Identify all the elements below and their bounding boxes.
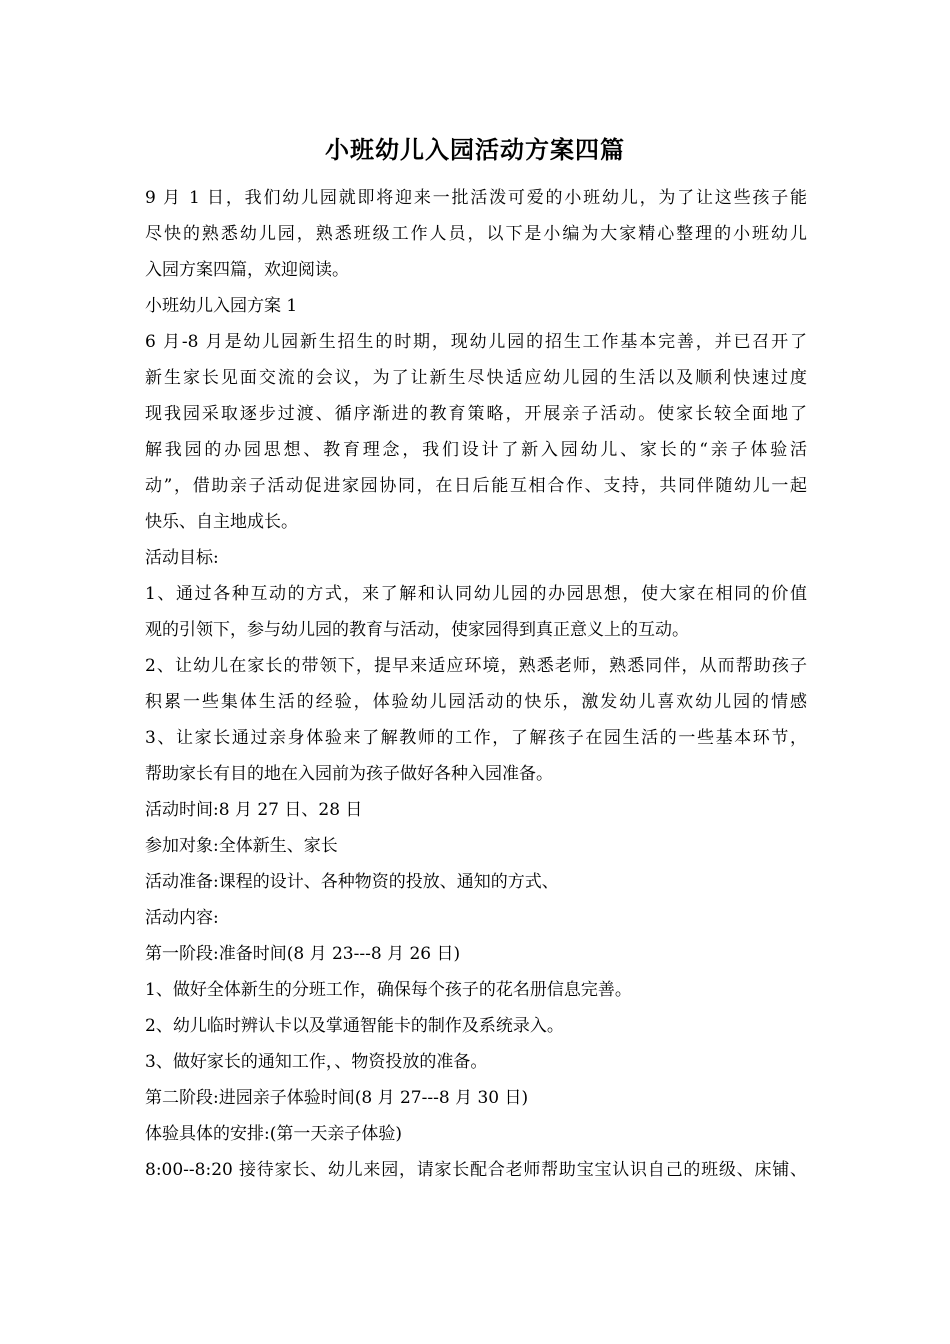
paragraph-line: 尽快的熟悉幼儿园，熟悉班级工作人员，以下是小编为大家精心整理的小班幼儿 xyxy=(145,224,807,244)
section-heading: 小班幼儿入园方案 1 xyxy=(145,296,298,316)
paragraph-line: 活动时间:8 月 27 日、28 日 xyxy=(145,800,363,820)
paragraph-line: 2、让幼儿在家长的带领下，提早来适应环境，熟悉老师，熟悉同伴，从而帮助孩子 xyxy=(145,656,807,676)
paragraph-line: 3、做好家长的通知工作，、物资投放的准备。 xyxy=(145,1052,488,1072)
paragraph-line: 8:00--8:20 接待家长、幼儿来园，请家长配合老师帮助宝宝认识自己的班级、床铺、 xyxy=(145,1160,807,1180)
paragraph-line: 2、幼儿临时辨认卡以及掌通智能卡的制作及系统录入。 xyxy=(145,1016,564,1036)
paragraph-line: 6 月-8 月是幼儿园新生招生的时期，现幼儿园的招生工作基本完善，并已召开了 xyxy=(145,332,807,352)
paragraph-line: 帮助家长有目的地在入园前为孩子做好各种入园准备。 xyxy=(145,764,553,784)
paragraph-line: 第二阶段:进园亲子体验时间(8 月 27---8 月 30 日) xyxy=(145,1088,529,1108)
paragraph-line: 参加对象:全体新生、家长 xyxy=(145,836,338,856)
paragraph-line: 解我园的办园思想、教育理念，我们设计了新入园幼儿、家长的“亲子体验活 xyxy=(145,440,807,460)
paragraph-line: 3、让家长通过亲身体验来了解教师的工作，了解孩子在园生活的一些基本环节， xyxy=(145,728,807,748)
paragraph-line: 积累一些集体生活的经验，体验幼儿园活动的快乐，激发幼儿喜欢幼儿园的情感 xyxy=(145,692,807,712)
paragraph-line: 1、做好全体新生的分班工作，确保每个孩子的花名册信息完善。 xyxy=(145,980,632,1000)
document-title: 小班幼儿入园活动方案四篇 xyxy=(325,135,625,164)
paragraph-line: 现我园采取逐步过渡、循序渐进的教育策略，开展亲子活动。使家长较全面地了 xyxy=(145,404,807,424)
paragraph-line: 体验具体的安排:(第一天亲子体验) xyxy=(145,1124,402,1144)
section-heading: 活动内容: xyxy=(145,908,219,928)
paragraph-line: 新生家长见面交流的会议，为了让新生尽快适应幼儿园的生活以及顺利快速过度 xyxy=(145,368,807,388)
paragraph-line: 9 月 1 日，我们幼儿园就即将迎来一批活泼可爱的小班幼儿，为了让这些孩子能 xyxy=(145,188,807,208)
paragraph-line: 快乐、自主地成长。 xyxy=(145,512,298,532)
paragraph-line: 活动准备:课程的设计、各种物资的投放、通知的方式、 xyxy=(145,872,559,892)
paragraph-line: 1、通过各种互动的方式，来了解和认同幼儿园的办园思想，使大家在相同的价值 xyxy=(145,584,807,604)
section-heading: 活动目标: xyxy=(145,548,219,568)
paragraph-line: 观的引领下，参与幼儿园的教育与活动，使家园得到真正意义上的互动。 xyxy=(145,620,689,640)
paragraph-line: 入园方案四篇，欢迎阅读。 xyxy=(145,260,349,280)
paragraph-line: 第一阶段:准备时间(8 月 23---8 月 26 日) xyxy=(145,944,461,964)
paragraph-line: 动”，借助亲子活动促进家园协同，在日后能互相合作、支持，共同伴随幼儿一起 xyxy=(145,476,807,496)
